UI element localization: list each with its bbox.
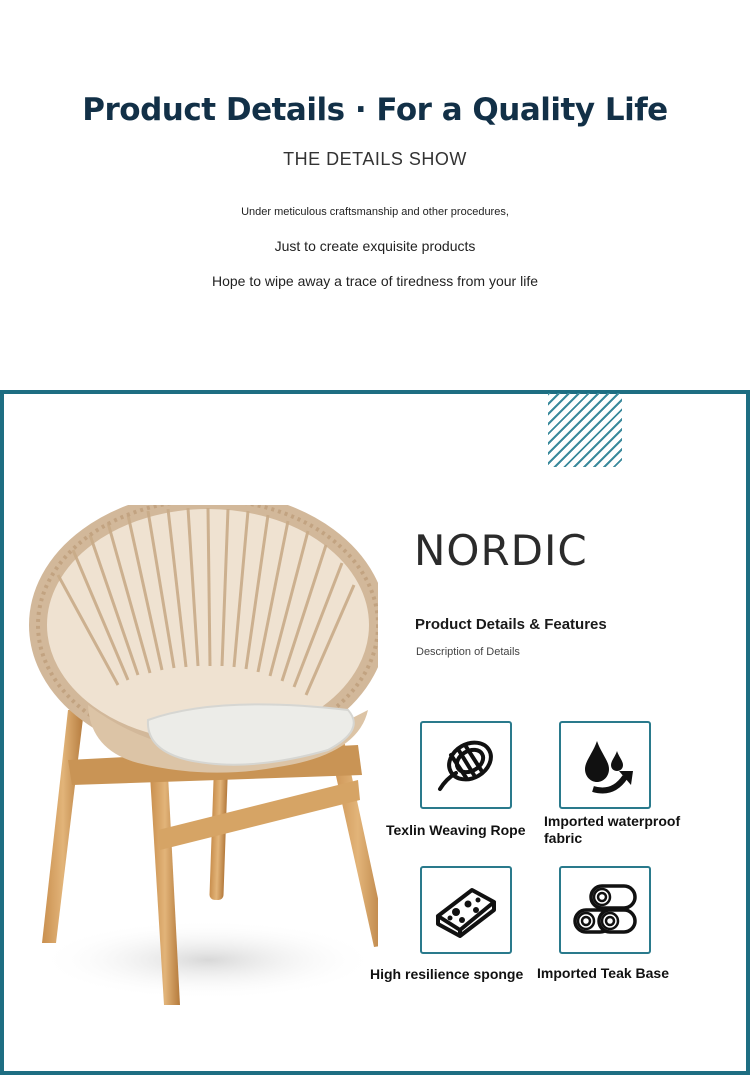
feature-card-teak bbox=[559, 866, 651, 954]
hatch-decoration bbox=[548, 393, 622, 467]
features-subtitle: Description of Details bbox=[416, 646, 520, 658]
feature-label-rope: Texlin Weaving Rope bbox=[386, 822, 526, 838]
page-subtitle: THE DETAILS SHOW bbox=[283, 149, 467, 169]
rope-icon bbox=[434, 737, 498, 793]
features-title: Product Details & Features bbox=[415, 616, 607, 633]
feature-label-waterproof: Imported waterproof fabric bbox=[544, 813, 681, 846]
feature-card-waterproof bbox=[559, 721, 651, 809]
brand-name: NORDIC bbox=[414, 526, 588, 575]
intro-line-1: Under meticulous craftsmanship and other procedures, bbox=[241, 206, 509, 218]
intro-line-3: Hope to wipe away a trace of tiredness from your life bbox=[211, 273, 539, 289]
teak-logs-icon bbox=[569, 882, 641, 938]
header-section bbox=[0, 0, 750, 390]
feature-card-rope bbox=[420, 721, 512, 809]
page-title: Product Details · For a Quality Life bbox=[82, 92, 668, 128]
sponge-icon bbox=[432, 882, 500, 938]
waterproof-icon bbox=[573, 735, 637, 795]
chair-image bbox=[28, 505, 378, 1010]
feature-card-sponge bbox=[420, 866, 512, 954]
intro-line-2: Just to create exquisite products bbox=[274, 238, 476, 254]
feature-label-teak: Imported Teak Base bbox=[537, 965, 670, 981]
feature-label-sponge: High resilience sponge bbox=[370, 966, 524, 982]
